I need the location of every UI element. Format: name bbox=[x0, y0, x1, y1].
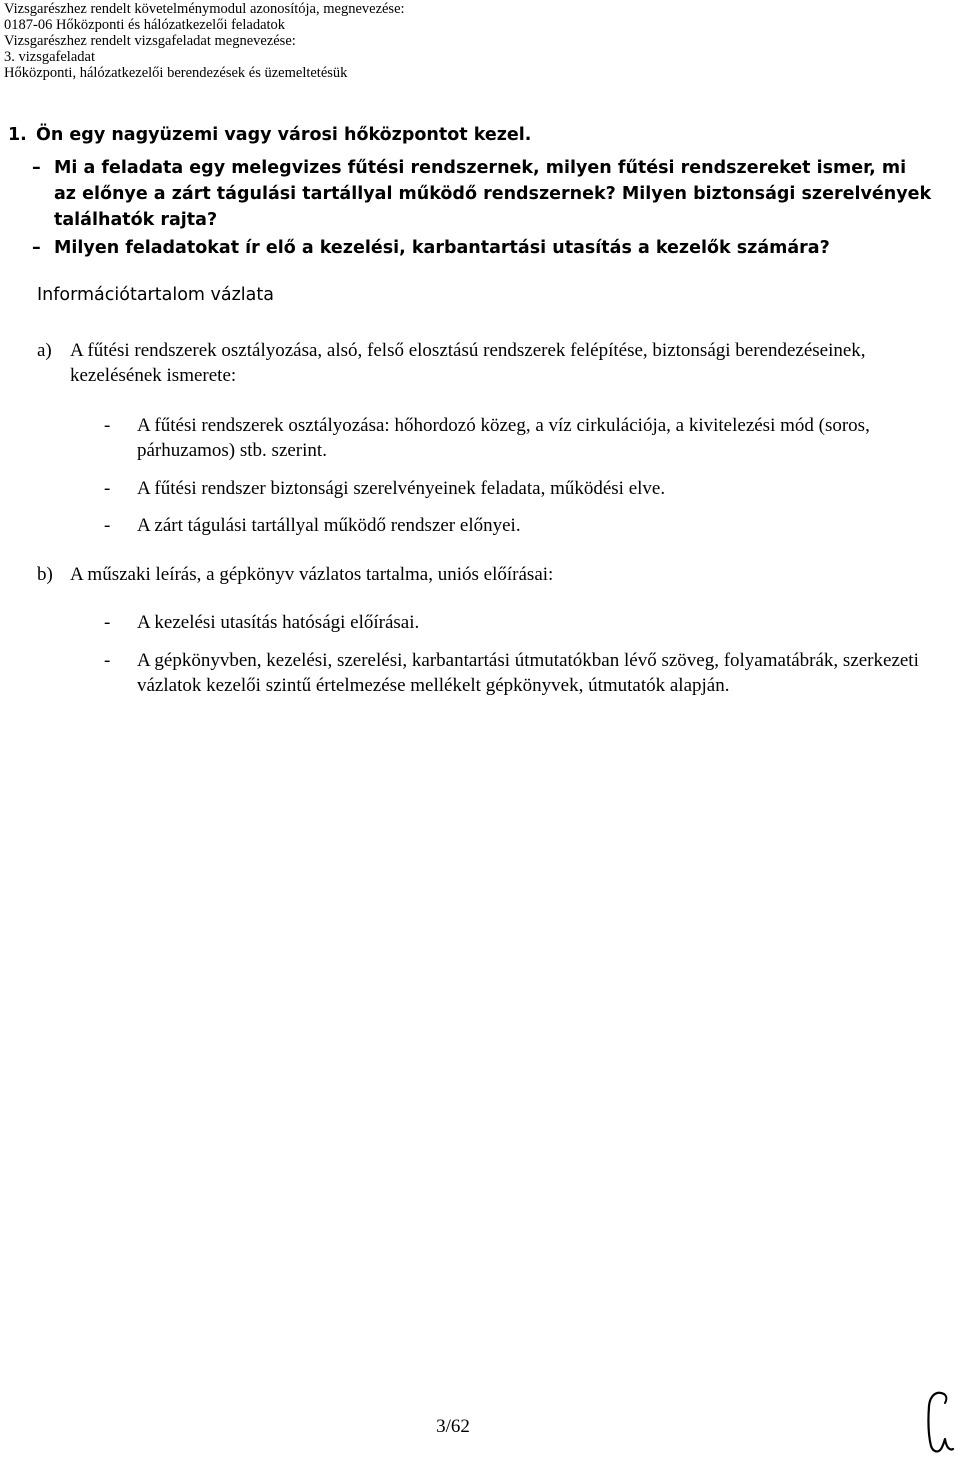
bullet-item bbox=[104, 476, 924, 501]
signature-mark bbox=[916, 1386, 956, 1458]
outline-marker: b) bbox=[37, 564, 53, 585]
outline-item bbox=[37, 562, 917, 587]
question-text: Mi a feladata egy melegvizes fűtési rendszernek, milyen fűtési rendszereket ismer, mi az előnye a zárt tágulási tartállyal működő rendszernek? Milyen biztonsági szerelvények találhatók rajta? bbox=[54, 158, 932, 230]
question-dash: – bbox=[32, 238, 41, 258]
header-task-name: Hőközponti, hálózatkezelői berendezések és üzemeltetésük bbox=[4, 65, 348, 81]
bullet-text: A kezelési utasítás hatósági előírásai. bbox=[137, 612, 420, 633]
header-module-name: 0187-06 Hőközponti és hálózatkezelői feladatok bbox=[4, 17, 286, 33]
question-dash: – bbox=[32, 158, 41, 178]
page-header bbox=[4, 1, 405, 81]
bullet-item bbox=[104, 513, 924, 538]
bullet-item bbox=[104, 648, 924, 698]
header-module-label: Vizsgarészhez rendelt követelménymodul azonosítója, megnevezése: bbox=[4, 1, 405, 17]
bullet-text: A zárt tágulási tartállyal működő rendszer előnyei. bbox=[137, 515, 521, 536]
outline-marker: a) bbox=[37, 340, 52, 361]
task-number: 1. bbox=[8, 125, 27, 145]
bullet-dash: - bbox=[104, 515, 111, 536]
bullet-text: A gépkönyvben, kezelési, szerelési, karbantartási útmutatókban lévő szöveg, folyamatábrák, szerkezeti vázlatok kezelői szintű értelmezése mellékelt gépkönyvek, útmutatók alapján. bbox=[137, 650, 919, 696]
bullet-dash: - bbox=[104, 478, 111, 499]
section-title: Információtartalom vázlata bbox=[37, 285, 274, 305]
bullet-text: A fűtési rendszerek osztályozása: hőhordozó közeg, a víz cirkulációja, a kivitelezési mód (soros, párhuzamos) stb. szerint. bbox=[137, 415, 870, 461]
task-title-line bbox=[8, 125, 531, 145]
bullet-dash: - bbox=[104, 612, 111, 633]
task-question bbox=[32, 235, 934, 261]
header-task-label: Vizsgarészhez rendelt vizsgafeladat megnevezése: bbox=[4, 33, 296, 49]
outline-text: A műszaki leírás, a gépkönyv vázlatos tartalma, uniós előírásai: bbox=[70, 564, 554, 585]
bullet-item bbox=[104, 413, 924, 463]
bullet-item bbox=[104, 610, 924, 635]
outline-text: A fűtési rendszerek osztályozása, alsó, felső elosztású rendszerek felépítése, biztonsági berendezéseinek, kezelésének ismerete: bbox=[70, 340, 866, 386]
task-question bbox=[32, 155, 934, 233]
header-task-number: 3. vizsgafeladat bbox=[4, 49, 95, 65]
bullet-dash: - bbox=[104, 650, 111, 671]
task-title: Ön egy nagyüzemi vagy városi hőközpontot kezel. bbox=[36, 125, 532, 145]
outline-item bbox=[37, 338, 917, 388]
bullet-text: A fűtési rendszer biztonsági szerelvényeinek feladata, működési elve. bbox=[137, 478, 666, 499]
question-text: Milyen feladatokat ír elő a kezelési, karbantartási utasítás a kezelők számára? bbox=[54, 238, 830, 258]
page-number: 3/62 bbox=[436, 1416, 470, 1437]
bullet-dash: - bbox=[104, 415, 111, 436]
